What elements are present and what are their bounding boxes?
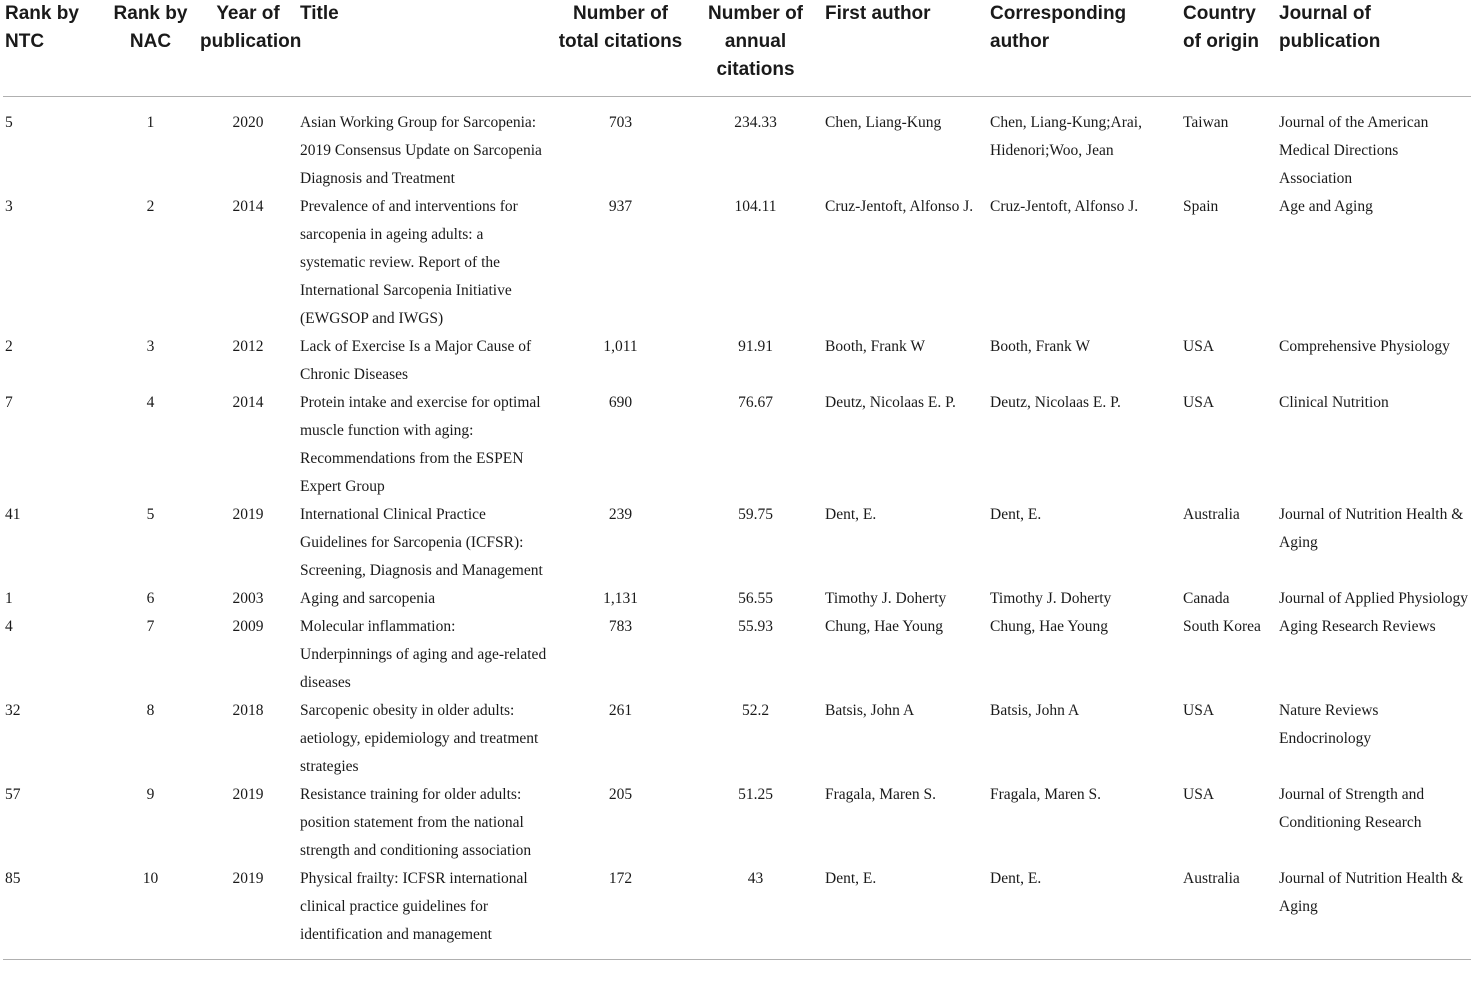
cell-annual-citations: 104.11 <box>734 198 777 215</box>
cell-rank-nac: 6 <box>146 590 155 607</box>
cell-corresponding-author: Dent, E. <box>990 506 1042 523</box>
cell-rank-nac: 8 <box>146 702 155 719</box>
cell-rank-nac: 2 <box>146 198 155 215</box>
cell-country: USA <box>1183 338 1215 355</box>
cell-rank-ntc: 4 <box>5 618 13 635</box>
cell-corresponding-author: Chen, Liang-Kung;Arai, Hidenori;Woo, Jean <box>990 114 1142 159</box>
cell-title: International Clinical Practice Guidelines for Sarcopenia (ICFSR): Screening, Diagnosis and Management <box>300 506 543 579</box>
cell-rank-ntc: 85 <box>3 865 103 960</box>
cell-year: 2012 <box>232 338 264 355</box>
cell-corresponding-author: Dent, E. <box>988 865 1181 960</box>
header-total-citations: Number of total citations <box>553 0 688 97</box>
cell-first-author: Dent, E. <box>823 865 988 960</box>
cell-rank-nac: 5 <box>146 506 155 523</box>
cell-country: USA <box>1183 786 1215 803</box>
cell-total-citations: 703 <box>608 114 633 131</box>
cell-journal: Comprehensive Physiology <box>1279 338 1450 355</box>
cell-rank-ntc: 7 <box>5 394 13 411</box>
cell-annual-citations: 55.93 <box>738 618 773 635</box>
header-corresponding-author: Corresponding author <box>988 0 1181 97</box>
cell-first-author: Fragala, Maren S. <box>825 786 937 803</box>
cell-rank-nac: 3 <box>146 338 155 355</box>
cell-first-author: Cruz-Jentoft, Alfonso J. <box>825 198 974 215</box>
cell-rank-ntc: 32 <box>5 702 21 719</box>
table-body <box>3 97 1471 960</box>
cell-rank-nac: 7 <box>146 618 155 635</box>
cell-first-author: Timothy J. Doherty <box>825 590 947 607</box>
cell-annual-citations: 51.25 <box>738 786 773 803</box>
cell-corresponding-author: Fragala, Maren S. <box>990 786 1102 803</box>
cell-year: 2018 <box>232 702 264 719</box>
cell-annual-citations: 91.91 <box>738 338 773 355</box>
cell-total-citations: 937 <box>608 198 633 215</box>
cell-title: Molecular inflammation: Underpinnings of aging and age-related diseases <box>300 618 547 691</box>
header-title: Title <box>298 0 553 97</box>
cell-annual-citations: 56.55 <box>738 590 773 607</box>
cell-title: Resistance training for older adults: position statement from the national strength and conditioning association <box>300 786 532 859</box>
cell-year: 2019 <box>232 786 264 803</box>
cell-year: 2009 <box>232 618 264 635</box>
cell-first-author: Chen, Liang-Kung <box>825 114 942 131</box>
cell-corresponding-author: Batsis, John A <box>990 702 1080 719</box>
table-row <box>3 333 1471 389</box>
cell-first-author: Dent, E. <box>825 506 877 523</box>
cell-country: Australia <box>1181 865 1277 960</box>
cell-journal: Age and Aging <box>1279 198 1373 215</box>
cell-corresponding-author: Booth, Frank W <box>990 338 1091 355</box>
table-row <box>3 781 1471 865</box>
cell-country: South Korea <box>1183 618 1261 635</box>
cell-year: 2014 <box>232 198 264 215</box>
cell-year: 2019 <box>232 506 264 523</box>
cell-country: Australia <box>1183 506 1240 523</box>
cell-journal: Aging Research Reviews <box>1279 618 1436 635</box>
header-country: Country of origin <box>1181 0 1277 97</box>
cell-rank-nac: 4 <box>146 394 155 411</box>
cell-journal: Journal of Applied Physiology <box>1279 590 1469 607</box>
cell-corresponding-author: Chung, Hae Young <box>990 618 1108 635</box>
cell-total-citations: 172 <box>553 865 688 960</box>
cell-journal: Journal of the American Medical Directions Association <box>1279 114 1429 187</box>
header-row <box>3 0 1471 97</box>
cell-year: 2014 <box>232 394 264 411</box>
cell-country: USA <box>1183 394 1215 411</box>
table-row <box>3 389 1471 501</box>
header-journal: Journal of publication <box>1277 0 1471 97</box>
cell-first-author: Batsis, John A <box>825 702 915 719</box>
header-rank-ntc: Rank by NTC <box>3 0 103 97</box>
cell-journal: Journal of Strength and Conditioning Research <box>1279 786 1425 831</box>
cell-rank-nac: 9 <box>146 786 155 803</box>
header-rank-nac: Rank by NAC <box>103 0 198 97</box>
table-row <box>3 697 1471 781</box>
cell-annual-citations: 234.33 <box>734 114 777 131</box>
cell-annual-citations: 76.67 <box>738 394 773 411</box>
cell-country: Taiwan <box>1183 114 1229 131</box>
table-row <box>3 97 1471 194</box>
cell-corresponding-author: Cruz-Jentoft, Alfonso J. <box>990 198 1139 215</box>
cell-rank-nac: 1 <box>146 114 155 131</box>
cell-year: 2003 <box>232 590 264 607</box>
cell-rank-ntc: 5 <box>5 114 13 131</box>
cell-rank-ntc: 41 <box>5 506 21 523</box>
cell-total-citations: 783 <box>608 618 633 635</box>
header-first-author: First author <box>823 0 988 97</box>
cell-total-citations: 690 <box>608 394 633 411</box>
table-row <box>3 613 1471 697</box>
cell-rank-ntc: 3 <box>5 198 13 215</box>
cell-title: Prevalence of and interventions for sarcopenia in ageing adults: a systematic review. Report of the International Sarcopenia Initiative (EWGSOP and IWGS) <box>300 198 518 327</box>
cell-title: Aging and sarcopenia <box>300 590 436 607</box>
cell-first-author: Chung, Hae Young <box>825 618 943 635</box>
cell-total-citations: 205 <box>608 786 633 803</box>
cell-rank-ntc: 57 <box>5 786 21 803</box>
cell-country: USA <box>1183 702 1215 719</box>
cell-total-citations: 1,131 <box>603 590 638 607</box>
cell-corresponding-author: Timothy J. Doherty <box>990 590 1112 607</box>
header-year: Year of publication <box>198 0 298 97</box>
cell-corresponding-author: Deutz, Nicolaas E. P. <box>990 394 1121 411</box>
cell-first-author: Deutz, Nicolaas E. P. <box>825 394 956 411</box>
cell-title: Lack of Exercise Is a Major Cause of Chronic Diseases <box>300 338 532 383</box>
cell-journal: Journal of Nutrition Health & Aging <box>1277 865 1471 960</box>
cell-rank-ntc: 1 <box>5 590 13 607</box>
cell-rank-nac: 10 <box>103 865 198 960</box>
table-row <box>3 193 1471 333</box>
table-header <box>3 0 1471 97</box>
cell-journal: Nature Reviews Endocrinology <box>1279 702 1379 747</box>
cell-title: Asian Working Group for Sarcopenia: 2019 Consensus Update on Sarcopenia Diagnosis and Treatment <box>300 114 542 187</box>
table-row <box>3 865 1471 960</box>
cell-country: Canada <box>1183 590 1230 607</box>
cell-annual-citations: 43 <box>688 865 823 960</box>
cell-title: Sarcopenic obesity in older adults: aetiology, epidemiology and treatment strategies <box>300 702 539 775</box>
header-annual-citations: Number of annual citations <box>688 0 823 97</box>
cell-total-citations: 1,011 <box>603 338 638 355</box>
cell-total-citations: 239 <box>608 506 633 523</box>
table-row <box>3 585 1471 613</box>
cell-year: 2020 <box>232 114 264 131</box>
cell-title: Physical frailty: ICFSR international clinical practice guidelines for identification and management <box>298 865 553 960</box>
cell-annual-citations: 59.75 <box>738 506 773 523</box>
cell-rank-ntc: 2 <box>5 338 13 355</box>
table-row <box>3 501 1471 585</box>
cell-title: Protein intake and exercise for optimal muscle function with aging: Recommendations from the ESPEN Expert Group <box>300 394 541 495</box>
cell-annual-citations: 52.2 <box>741 702 770 719</box>
cell-year: 2019 <box>198 865 298 960</box>
cell-journal: Journal of Nutrition Health & Aging <box>1279 506 1464 551</box>
cell-total-citations: 261 <box>608 702 633 719</box>
citation-table <box>3 0 1471 960</box>
cell-first-author: Booth, Frank W <box>825 338 926 355</box>
cell-journal: Clinical Nutrition <box>1279 394 1389 411</box>
cell-country: Spain <box>1183 198 1219 215</box>
